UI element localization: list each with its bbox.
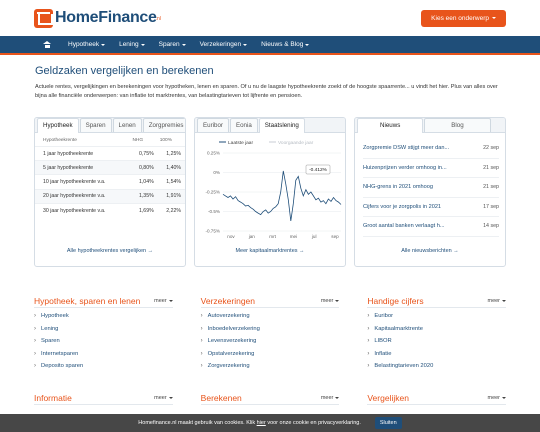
tab-zorgpremies[interactable]: Zorgpremies	[143, 118, 186, 132]
nav-label: Lening	[119, 41, 139, 48]
caret-down-icon	[101, 44, 105, 46]
series-line-latest	[223, 171, 341, 221]
more-label: meer	[487, 394, 501, 401]
cookie-privacy-link[interactable]: hier	[256, 420, 266, 426]
caret-down-icon	[492, 17, 496, 19]
all-rates-link[interactable]	[35, 248, 185, 254]
more-market-rates-link[interactable]	[195, 248, 345, 254]
chevron-right-icon: ›	[367, 313, 370, 320]
chevron-right-icon: ›	[367, 363, 370, 370]
list-item[interactable]	[201, 323, 340, 336]
section-title: Vergelijken	[367, 392, 409, 403]
list-item[interactable]	[201, 310, 340, 323]
section-list	[34, 310, 173, 373]
section-header	[367, 294, 506, 308]
section-berekenen	[201, 391, 340, 407]
rate-full: 1,40%	[158, 161, 185, 175]
news-title: Groot aantal banken verlaagt h...	[363, 223, 445, 230]
column-header: Hypotheekrente	[43, 138, 77, 143]
x-tick-label: jul	[311, 234, 317, 239]
nav-lening[interactable]	[112, 41, 152, 48]
news-title: Zorgpremie DSW stijgt meer dan...	[363, 145, 450, 152]
link-label: Kapitaalmarktrente	[374, 325, 423, 332]
section-header	[367, 391, 506, 405]
x-tick-label: mrt	[269, 234, 276, 239]
page-title: Geldzaken vergelijken en berekenen	[35, 65, 214, 77]
link-label: LIBOR	[374, 338, 392, 345]
chevron-right-icon: ›	[34, 350, 36, 357]
section-header	[201, 294, 340, 308]
nav-label: Sparen	[158, 41, 180, 48]
list-item[interactable]	[363, 139, 499, 159]
intro-text: Actuele rentes, vergelijkingen en berekeningen voor hypotheken, lenen en sparen. Of u nu de laagste hypotheekrente zoekt of de hoogste spaarrente... u vindt het hier. Plus van alles over bijna alle financiële onderwerpen: van inflatie tot marktrentes, van belastingtarieven tot lijfrente en pensioen.	[35, 84, 498, 99]
list-item[interactable]	[367, 335, 506, 348]
list-item[interactable]	[363, 198, 499, 218]
section-title: Handige cijfers	[367, 295, 424, 306]
tab-staatslening[interactable]: Staatslening	[259, 118, 305, 133]
link-label: Inflatie	[374, 350, 392, 357]
caret-down-icon	[169, 300, 173, 302]
chart-tabs	[195, 118, 345, 133]
section-title: Berekenen	[200, 392, 242, 403]
section-header	[201, 391, 340, 405]
more-label: meer	[320, 297, 334, 304]
link-label: Opstalverzekering	[207, 350, 255, 357]
section-informatie	[34, 391, 173, 407]
more-dropdown[interactable]	[321, 395, 340, 401]
link-label: Belastingtarieven 2020	[374, 363, 434, 370]
news-date: 21 sep	[483, 184, 499, 191]
chevron-right-icon: ›	[200, 350, 203, 357]
arrow-right-icon: →	[299, 248, 305, 254]
more-dropdown[interactable]	[487, 395, 506, 401]
cookie-text-after: voor onze cookie en privacyverklaring.	[267, 420, 361, 426]
rate-full: 1,91%	[158, 189, 185, 203]
news-title: Cijfers voor je zorgpolis in 2021	[363, 203, 442, 210]
x-tick-label: nov	[227, 234, 235, 239]
tab-eonia[interactable]: Eonia	[230, 118, 258, 132]
rate-nhg: 0,80%	[130, 161, 157, 175]
rate-nhg: 0,75%	[130, 147, 157, 161]
link-label: Hypotheek	[41, 313, 69, 320]
rate-nhg: 1,35%	[130, 189, 157, 203]
caret-down-icon	[335, 397, 339, 399]
list-item[interactable]	[34, 310, 173, 323]
link-label: Zorgverzekering	[207, 363, 250, 370]
tab-sparen[interactable]: Sparen	[80, 118, 112, 132]
rates-table	[35, 137, 185, 217]
main-nav	[0, 36, 540, 55]
nav-nieuws-blog[interactable]	[254, 41, 316, 48]
chevron-right-icon: ›	[34, 338, 36, 345]
caret-down-icon	[502, 397, 506, 399]
all-news-link[interactable]	[355, 248, 505, 254]
section-list	[367, 310, 506, 373]
news-title: Huizenprijzen verder omhoog in...	[363, 164, 447, 171]
column-header: NHG	[132, 138, 144, 143]
more-label: meer	[487, 297, 501, 304]
nav-home[interactable]	[36, 41, 61, 48]
y-tick-label: -0.25%	[205, 189, 220, 195]
chevron-right-icon: ›	[34, 313, 36, 320]
rate-label: 1 jaar hypotheekrente	[35, 147, 130, 161]
y-tick-label: 0.25%	[206, 150, 220, 156]
y-tick-label: -0.75%	[205, 228, 220, 234]
link-label: Sparen	[41, 338, 60, 345]
rate-label: 10 jaar hypotheekrente v.a.	[35, 175, 130, 189]
cookie-bar	[0, 414, 540, 432]
chart-card	[194, 117, 346, 267]
link-label: Lening	[41, 325, 59, 332]
news-card	[354, 117, 506, 267]
news-tabs	[355, 118, 505, 133]
value-tooltip-label: -0.412%	[309, 168, 327, 174]
rates-card	[34, 117, 186, 267]
table-row[interactable]	[35, 147, 185, 161]
section-vergelijken	[367, 391, 506, 407]
chevron-right-icon: ›	[200, 363, 203, 370]
table-row[interactable]	[35, 175, 185, 189]
section-title: Verzekeringen	[200, 295, 256, 306]
caret-down-icon	[243, 44, 247, 46]
list-item[interactable]	[363, 178, 499, 198]
link-label: Alle nieuwsberichten	[401, 248, 452, 254]
choose-topic-button[interactable]	[421, 10, 506, 27]
tab-nieuws[interactable]: Nieuws	[357, 118, 423, 133]
section-list	[201, 310, 340, 373]
chevron-right-icon: ›	[200, 313, 203, 320]
tab-blog[interactable]: Blog	[424, 118, 490, 132]
chevron-right-icon: ›	[34, 363, 36, 370]
topic-sections-2	[34, 391, 506, 407]
rate-chart	[195, 133, 345, 243]
choose-topic-label: Kies een onderwerp	[431, 14, 489, 22]
list-item[interactable]	[367, 323, 506, 336]
table-row[interactable]	[35, 189, 185, 203]
section-title: Informatie	[34, 392, 72, 403]
more-label: meer	[320, 394, 334, 401]
rate-full: 1,54%	[158, 175, 185, 189]
section-title: Hypotheek, sparen en lenen	[34, 295, 141, 306]
nav-label: Verzekeringen	[199, 41, 242, 48]
link-label: Autoverzekering	[207, 313, 250, 320]
caret-down-icon	[502, 300, 506, 302]
table-row[interactable]	[35, 161, 185, 175]
column-header: 100%	[159, 138, 172, 143]
chevron-right-icon: ›	[200, 338, 203, 345]
news-list	[355, 133, 505, 237]
caret-down-icon	[141, 44, 145, 46]
caret-down-icon	[305, 44, 309, 46]
chevron-right-icon: ›	[367, 338, 370, 345]
chevron-right-icon: ›	[200, 325, 203, 332]
chevron-right-icon: ›	[367, 350, 370, 357]
list-item[interactable]	[363, 217, 499, 237]
rate-nhg: 1,69%	[130, 203, 157, 217]
nav-sparen[interactable]	[152, 41, 193, 48]
more-dropdown[interactable]	[154, 395, 173, 401]
logo-text: HomeFinance	[55, 9, 157, 26]
y-tick-label: 0%	[213, 170, 220, 175]
list-item[interactable]	[201, 360, 340, 373]
cookie-close-button[interactable]: Sluiten	[375, 417, 402, 429]
section-header	[34, 391, 173, 405]
logo-suffix: .nl	[155, 15, 161, 22]
rate-nhg: 1,04%	[130, 175, 157, 189]
list-item[interactable]	[363, 159, 499, 179]
more-dropdown[interactable]	[154, 298, 173, 304]
rates-tabs	[35, 118, 185, 133]
topic-sections	[34, 294, 506, 373]
list-item[interactable]	[367, 310, 506, 323]
list-item[interactable]	[367, 360, 506, 373]
rate-label: 30 jaar hypotheekrente v.a.	[35, 203, 130, 217]
nav-verzekeringen[interactable]	[193, 41, 255, 48]
cookie-text	[138, 420, 361, 426]
link-label: Levensverzekering	[207, 338, 257, 345]
arrow-right-icon: →	[453, 248, 459, 254]
link-label: Deposito sparen	[41, 363, 84, 370]
list-item[interactable]	[34, 323, 173, 336]
link-label: Internetsparen	[41, 350, 79, 357]
intro	[0, 55, 540, 100]
tab-hypotheek[interactable]: Hypotheek	[37, 118, 79, 133]
tab-lenen[interactable]: Lenen	[113, 118, 142, 132]
link-label: Euribor	[374, 313, 394, 320]
news-date: 21 sep	[483, 164, 499, 171]
news-title: NHG-grens in 2021 omhoog	[363, 184, 433, 191]
chevron-right-icon: ›	[367, 325, 370, 332]
caret-down-icon	[169, 397, 173, 399]
rate-full: 2,22%	[158, 203, 185, 217]
x-tick-label: sep	[331, 234, 339, 239]
rate-label: 5 jaar hypotheekrente	[35, 161, 130, 175]
more-label: meer	[154, 297, 167, 304]
legend-label-latest: Laatste jaar	[228, 141, 254, 146]
list-item[interactable]	[34, 360, 173, 373]
tab-euribor[interactable]: Euribor	[197, 118, 229, 132]
nav-hypotheek[interactable]	[61, 41, 112, 48]
link-label: Alle hypotheekrentes vergelijken	[66, 248, 147, 254]
link-label: Inboedelverzekering	[207, 325, 260, 332]
legend-label-previous: Voorgaande jaar	[278, 141, 314, 146]
more-dropdown[interactable]	[321, 298, 340, 304]
nav-label: Nieuws & Blog	[261, 41, 304, 48]
section-hypotheek-sparen-lenen	[34, 294, 173, 373]
news-date: 17 sep	[483, 203, 499, 210]
site-logo[interactable]	[34, 9, 161, 28]
arrow-right-icon: →	[147, 248, 154, 254]
list-item[interactable]	[367, 348, 506, 361]
section-handige-cijfers	[367, 294, 506, 373]
list-item[interactable]	[34, 335, 173, 348]
table-row[interactable]	[35, 203, 185, 217]
list-item[interactable]	[34, 348, 173, 361]
news-date: 14 sep	[483, 223, 499, 230]
section-header	[34, 294, 173, 308]
cookie-text-before: Homefinance.nl maakt gebruik van cookies. Klik	[138, 420, 256, 426]
nav-label: Hypotheek	[68, 41, 100, 48]
x-tick-label: mei	[289, 234, 298, 239]
rate-chart-svg	[195, 133, 346, 243]
caret-down-icon	[335, 300, 339, 302]
y-tick-label: -0.5%	[207, 209, 220, 214]
rate-full: 1,25%	[158, 147, 185, 161]
widgets-row	[34, 117, 506, 267]
list-item[interactable]	[201, 335, 340, 348]
house-logo-icon	[34, 9, 53, 28]
news-date: 22 sep	[483, 145, 499, 152]
chevron-right-icon: ›	[34, 325, 36, 332]
more-dropdown[interactable]	[487, 298, 506, 304]
list-item[interactable]	[201, 348, 340, 361]
caret-down-icon	[182, 44, 186, 46]
x-tick-label: jan	[248, 234, 255, 239]
site-header	[0, 0, 540, 36]
section-verzekeringen	[201, 294, 340, 373]
link-label: Meer kapitaalmarktrentes	[235, 248, 298, 254]
rate-label: 20 jaar hypotheekrente v.a.	[35, 189, 130, 203]
more-label: meer	[154, 394, 167, 401]
home-icon	[43, 41, 51, 48]
